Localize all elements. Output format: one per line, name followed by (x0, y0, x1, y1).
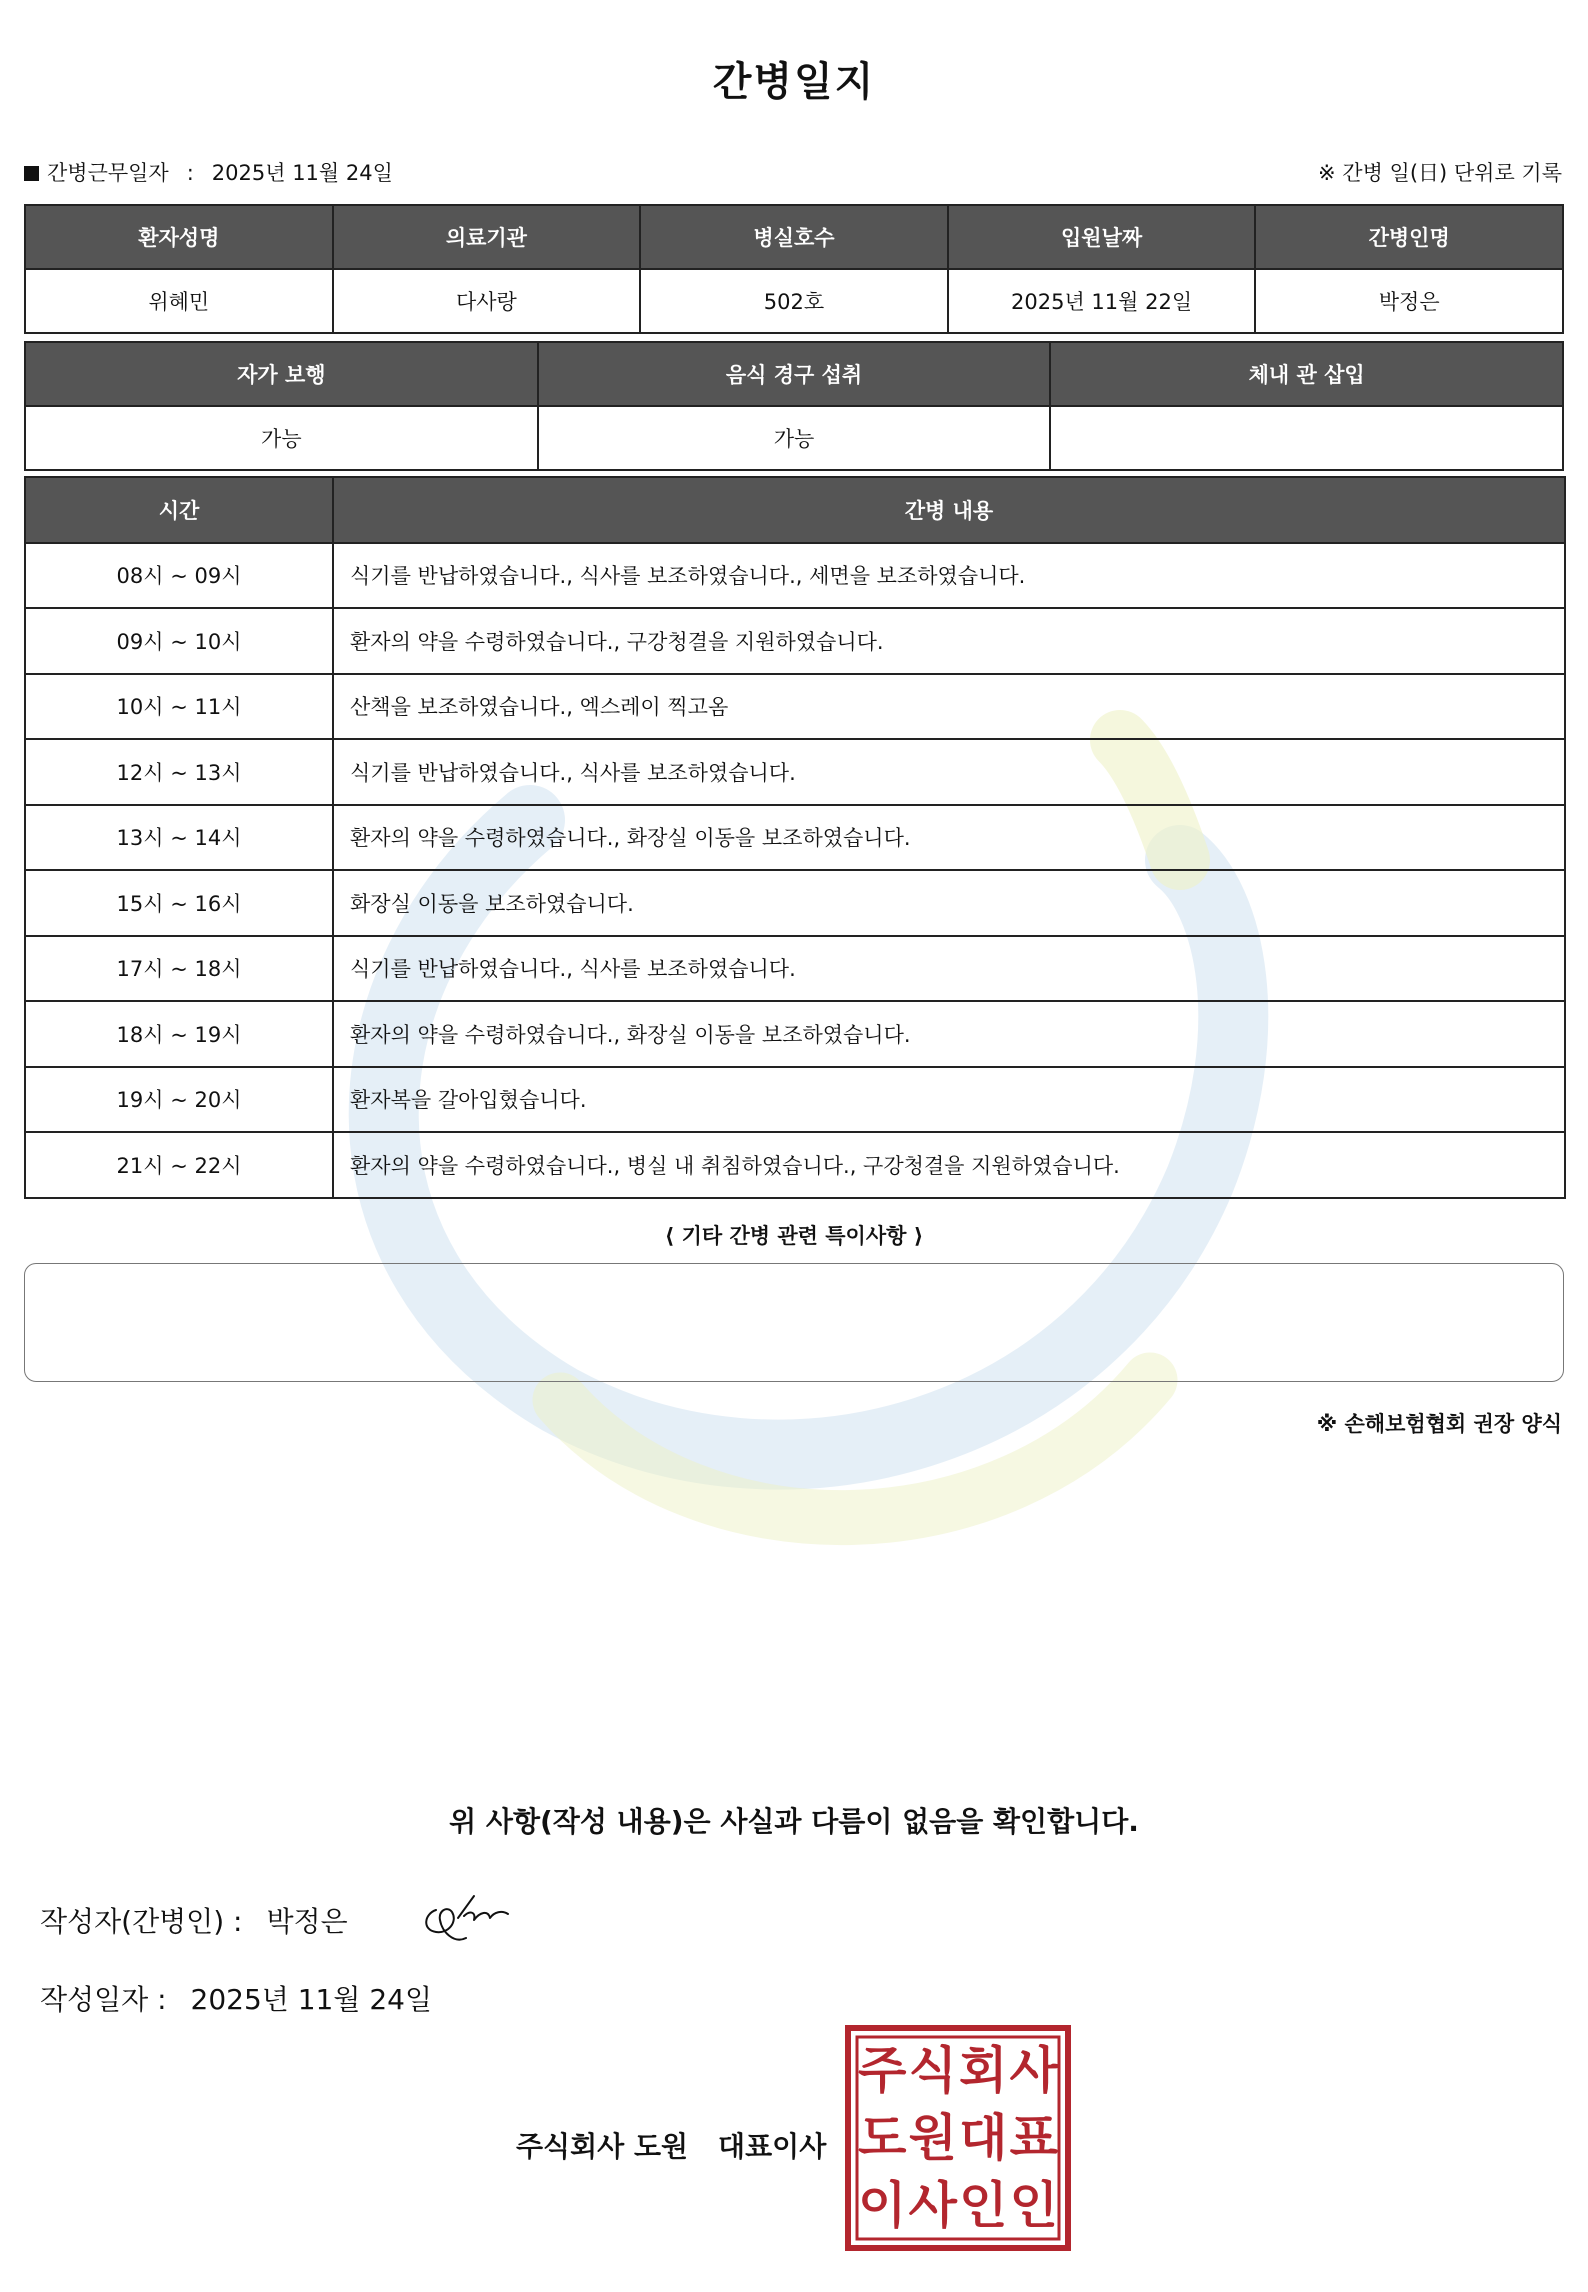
work-date-value: 2025년 11월 24일 (211, 161, 393, 185)
table-row (25, 870, 1565, 936)
signature-icon (418, 1888, 510, 1948)
log-time: 21시 ~ 22시 (25, 1132, 333, 1198)
writer-label: 작성자(간병인) : (40, 1905, 243, 1938)
footnote: ※ 손해보험협회 권장 양식 (1316, 1412, 1562, 1436)
log-content: 환자의 약을 수령하였습니다., 병실 내 취침하였습니다., 구강청결을 지원하였습니다. (333, 1132, 1565, 1198)
seal-char: 이 (858, 2176, 907, 2235)
tube-insertion-value (1050, 406, 1563, 470)
unit-note: ※ 간병 일(日) 단위로 기록 (1318, 161, 1562, 185)
notes-title: ⟨ 기타 간병 관련 특이사항 ⟩ (664, 1224, 924, 1248)
work-date (24, 157, 393, 187)
table-row (25, 1067, 1565, 1133)
seal-char: 표 (1009, 2109, 1058, 2167)
seal-char: 사 (908, 2176, 957, 2235)
square-bullet-icon (24, 166, 39, 181)
status-header-row (25, 342, 1563, 406)
caregiver-name: 박정은 (1255, 269, 1563, 333)
hospital-name: 다사랑 (333, 269, 641, 333)
company-signature (516, 2125, 826, 2165)
header-admission-date: 입원날짜 (948, 205, 1256, 269)
header-hospital: 의료기관 (333, 205, 641, 269)
company-title: 대표이사 (718, 2130, 827, 2163)
room-number: 502호 (640, 269, 948, 333)
patient-info-value-row (25, 269, 1563, 333)
log-content: 산책을 보조하였습니다., 엑스레이 찍고옴 (333, 674, 1565, 740)
seal-char: 주 (858, 2041, 907, 2100)
log-content: 환자의 약을 수령하였습니다., 화장실 이동을 보조하였습니다. (333, 805, 1565, 871)
log-time: 09시 ~ 10시 (25, 608, 333, 674)
log-content: 식기를 반납하였습니다., 식사를 보조하였습니다., 세면을 보조하였습니다. (333, 543, 1565, 609)
log-time: 12시 ~ 13시 (25, 739, 333, 805)
seal-char: 회 (959, 2041, 1008, 2100)
table-row (25, 936, 1565, 1002)
log-time: 10시 ~ 11시 (25, 674, 333, 740)
table-row (25, 805, 1565, 871)
patient-status-table (24, 341, 1564, 471)
table-row (25, 1132, 1565, 1198)
status-value-row (25, 406, 1563, 470)
seal-char: 인 (1009, 2176, 1058, 2235)
table-row (25, 543, 1565, 609)
log-content: 환자의 약을 수령하였습니다., 화장실 이동을 보조하였습니다. (333, 1001, 1565, 1067)
table-row (25, 608, 1565, 674)
seal-char: 도 (858, 2109, 907, 2167)
confirmation-statement: 위 사항(작성 내용)은 사실과 다름이 없음을 확인합니다. (449, 1805, 1139, 1838)
header-oral-intake: 음식 경구 섭취 (538, 342, 1051, 406)
header-time: 시간 (25, 477, 333, 543)
admission-date: 2025년 11월 22일 (948, 269, 1256, 333)
care-log-table (24, 476, 1566, 1199)
company-name: 주식회사 도원 (516, 2130, 689, 2163)
table-row (25, 739, 1565, 805)
log-time: 08시 ~ 09시 (25, 543, 333, 609)
header-self-walking: 자가 보행 (25, 342, 538, 406)
seal-char: 식 (908, 2041, 957, 2100)
log-time: 17시 ~ 18시 (25, 936, 333, 1002)
log-time: 15시 ~ 16시 (25, 870, 333, 936)
log-content: 환자의 약을 수령하였습니다., 구강청결을 지원하였습니다. (333, 608, 1565, 674)
self-walking-value: 가능 (25, 406, 538, 470)
patient-info-table (24, 204, 1564, 334)
header-room-number: 병실호수 (640, 205, 948, 269)
patient-name: 위혜민 (25, 269, 333, 333)
seal-char: 사 (1009, 2041, 1058, 2100)
written-date-value: 2025년 11월 24일 (190, 1983, 432, 2016)
header-patient-name: 환자성명 (25, 205, 333, 269)
writer-name: 박정은 (266, 1905, 348, 1938)
care-log-header-row (25, 477, 1565, 543)
oral-intake-value: 가능 (538, 406, 1051, 470)
page-title: 간병일지 (712, 59, 876, 105)
work-date-separator: : (186, 161, 194, 185)
log-content: 식기를 반납하였습니다., 식사를 보조하였습니다. (333, 936, 1565, 1002)
header-care-content: 간병 내용 (333, 477, 1565, 543)
written-date-label: 작성일자 : (40, 1983, 167, 2016)
log-content: 환자복을 갈아입혔습니다. (333, 1067, 1565, 1133)
table-row (25, 1001, 1565, 1067)
seal-char: 대 (959, 2109, 1008, 2167)
patient-info-header-row (25, 205, 1563, 269)
log-time: 19시 ~ 20시 (25, 1067, 333, 1133)
header-tube-insertion: 체내 관 삽입 (1050, 342, 1563, 406)
company-seal-icon (845, 2025, 1071, 2251)
table-row (25, 674, 1565, 740)
log-content: 화장실 이동을 보조하였습니다. (333, 870, 1565, 936)
notes-box (24, 1263, 1564, 1382)
header-caregiver-name: 간병인명 (1255, 205, 1563, 269)
log-time: 18시 ~ 19시 (25, 1001, 333, 1067)
seal-char: 원 (908, 2109, 957, 2167)
seal-char: 인 (959, 2176, 1008, 2235)
written-date-row (40, 1978, 432, 2018)
work-date-label: 간병근무일자 (47, 161, 169, 185)
log-content: 식기를 반납하였습니다., 식사를 보조하였습니다. (333, 739, 1565, 805)
writer-row (40, 1900, 348, 1940)
log-time: 13시 ~ 14시 (25, 805, 333, 871)
